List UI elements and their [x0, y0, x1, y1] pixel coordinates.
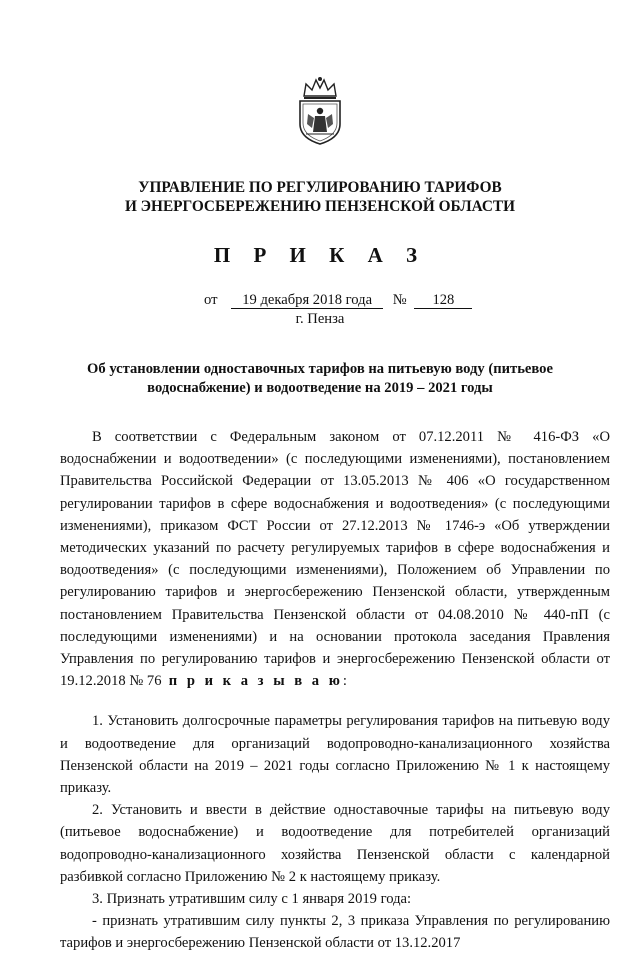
from-label: от: [204, 292, 218, 308]
order-date: 19 декабря 2018 года: [231, 292, 383, 309]
document-title: Об установлении одноставочных тарифов на питьевую воду (питьевое водоснабжение) и водоотведение на 2019 – 2021 годы: [87, 361, 553, 396]
agency-name: [60, 178, 580, 216]
document-body: [60, 426, 610, 955]
item-3-sub: - признать утратившим силу пункты 2, 3 приказа Управления по регулированию тарифов и энергосбережению Пензенской области от 13.12.2017: [60, 913, 610, 952]
order-number: 128: [414, 292, 472, 309]
penza-coat-of-arms-icon: [294, 76, 346, 146]
agency-name-line1: УПРАВЛЕНИЕ ПО РЕГУЛИРОВАНИЮ ТАРИФОВ: [138, 179, 502, 196]
order-word: п р и к а з ы в а ю: [168, 673, 343, 690]
order-colon: :: [342, 673, 347, 690]
agency-name-line2: И ЭНЕРГОСБЕРЕЖЕНИЮ ПЕНЗЕНСКОЙ ОБЛАСТИ: [124, 198, 516, 215]
preamble-text: В соответствии с Федеральным законом от 07.12.2011 № 416-ФЗ «О водоснабжении и водоотведении» (с последующими изменениями), постановлением Правительства Российской Федерации от 13.05.2013 № 406 «О государственном регулировании тарифов в сфере водоснабжения и водоотведения» (с последующими изменениями), приказом ФСТ России от 27.12.2013 № 1746-э «Об утверждении методических указаний по расчету регулируемых тарифов в сфере водоснабжения и водоотведения» (с последующими изменениями), Положением об Управлении по регулированию тарифов и энергосбережению Пензенской области, утвержденным постановлением Правительства Пензенской области от 04.08.2010 № 440-пП (с последующими изменениями) и на основании протокола заседания Правления Управления по регулированию тарифов и энергосбережению Пензенской области от 19.12.2018 № 76: [60, 429, 610, 690]
city: г. Пенза: [295, 311, 345, 327]
preamble-paragraph: [60, 426, 610, 692]
item-3: 3. Признать утратившим силу с 1 января 2019 года:: [92, 891, 412, 908]
item-1: 1. Установить долгосрочные параметры регулирования тарифов на питьевую воду и водоотведение для организаций водопроводно-канализационного хозяйства Пензенской области на 2019 – 2021 годы согласно Приложению № 1 к настоящему приказу.: [60, 713, 610, 797]
number-label: №: [392, 292, 407, 308]
document-type: П Р И К А З: [213, 243, 427, 267]
item-2: 2. Установить и ввести в действие одноставочные тарифы на питьевую воду (питьевое водоснабжение) и водоотведение для потребителей организаций водопроводно-канализационного хозяйства Пензенской области с календарной разбивкой согласно Приложению № 2 к настоящему приказу.: [60, 802, 610, 885]
